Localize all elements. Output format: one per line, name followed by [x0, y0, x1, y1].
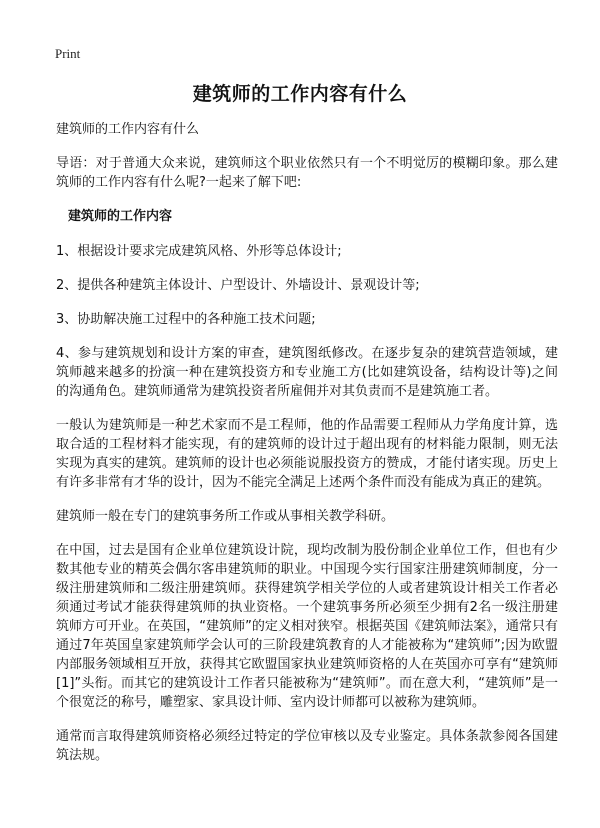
list-item: 1、根据设计要求完成建筑风格、外形等总体设计;: [56, 244, 342, 259]
body-paragraph: 通常而言取得建筑师资格必须经过特定的学位审核以及专业鉴定。具体条款参阅各国建筑法规。: [56, 729, 558, 763]
intro-paragraph: 导语：对于普通大众来说，建筑师这个职业依然只有一个不明觉厉的模糊印象。那么建筑师的工作内容有什么呢?一起来了解下吧:: [56, 156, 558, 190]
document-subtitle: 建筑师的工作内容有什么: [56, 122, 200, 137]
body-paragraph: 在中国，过去是国有企业单位建筑设计院，现均改制为股份制企业单位工作，但也有少数其他专业的精英会偶尔客串建筑师的职业。中国现今实行国家注册建筑师制度，分一级注册建筑师和二级注册建筑师。获得建筑学相关学位的人或者建筑设计相关工作者必须通过考试才能获得建筑师的执业资格。一个建筑事务所必须至少拥有2名一级注册建筑师方可开业。在英国，“建筑师”的定义相对狭窄。根据英国《建筑师法案》，通常只有通过7年英国皇家建筑师学会认可的三阶段建筑教育的人才能被称为“建筑师”;因为欧盟内部服务领域相互开放，获得其它欧盟国家执业建筑师资格的人在英国亦可享有“建筑师[1]”头衔。而其它的建筑设计工作者只能被称为“建筑师”。而在意大利，“建筑师”是一个很宽泛的称号，雕塑家、家具设计师、室内设计师都可以被称为建筑师。: [56, 543, 558, 710]
list-item: 2、提供各种建筑主体设计、户型设计、外墙设计、景观设计等;: [56, 278, 420, 293]
section-heading: 建筑师的工作内容: [68, 209, 173, 224]
list-item: 3、协助解决施工过程中的各种施工技术问题;: [56, 312, 316, 327]
page-title: 建筑师的工作内容有什么: [192, 83, 408, 105]
document-body: [56, 120, 558, 780]
print-label[interactable]: Print: [55, 46, 81, 61]
body-paragraph: 一般认为建筑师是一种艺术家而不是工程师，他的作品需要工程师从力学角度计算，选取合适的工程材料才能实现，有的建筑师的设计过于超出现有的材料能力限制，则无法实现为真实的建筑。建筑师的设计也必须能说服投资方的赞成，才能付诸实现。历史上有许多非常有才华的设计，因为不能完全满足上述两个条件而没有能成为真正的建筑。: [56, 418, 558, 490]
list-item: 4、参与建筑规划和设计方案的审查，建筑图纸修改。在逐步复杂的建筑营造领域，建筑师越来越多的扮演一种在建筑投资方和专业施工方(比如建筑设备，结构设计等)之间的沟通角色。建筑师通常为建筑投资者所雇佣并对其负责而不是建筑施工者。: [56, 346, 558, 399]
body-paragraph: 建筑师一般在专门的建筑事务所工作或从事相关教学科研。: [56, 509, 395, 524]
